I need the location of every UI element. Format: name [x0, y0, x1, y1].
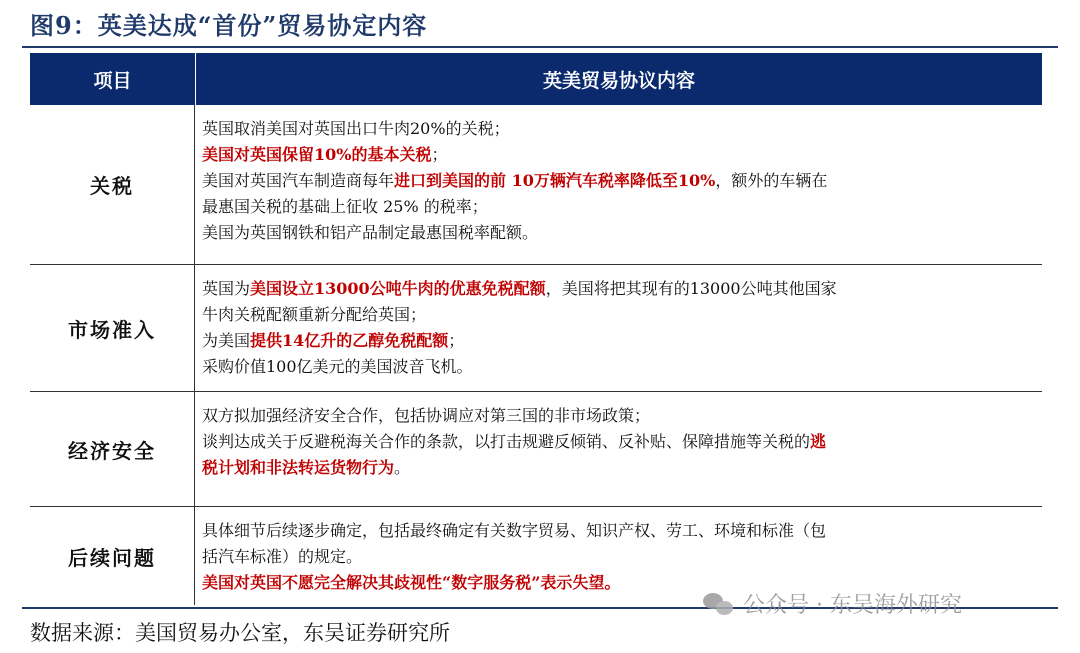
content-line — [202, 142, 1034, 168]
row-content — [195, 265, 1042, 391]
highlight-text: 美国对英国不愿完全解决其歧视性“数字服务税”表示失望。 — [202, 573, 621, 592]
content-line — [202, 116, 1034, 142]
content-line — [202, 544, 1034, 570]
header-content: 英美贸易协议内容 — [542, 69, 695, 92]
content-text: 双方拟加强经济安全合作，包括协调应对第三国的非市场政策； — [202, 406, 651, 425]
table-row-economic-security — [30, 392, 1042, 507]
data-source: 数据来源：美国贸易办公室，东吴证券研究所 — [30, 621, 450, 645]
watermark — [703, 588, 962, 619]
content-line — [202, 403, 1034, 429]
content-text: 美国对英国汽车制造商每年 — [202, 171, 395, 190]
figure-title: 图9：英美达成“首份”贸易协定内容 — [30, 11, 428, 40]
content-text: ； — [431, 145, 448, 164]
content-line — [202, 220, 1034, 246]
content-line — [202, 328, 1034, 354]
wechat-icon — [703, 591, 735, 617]
highlight-text: 进口到美国的前 10万辆汽车税率降低至10% — [394, 171, 716, 190]
content-text: 为美国 — [202, 331, 251, 350]
content-text: 英国取消美国对英国出口牛肉20%的关税； — [202, 119, 510, 138]
highlight-text: 美国对英国保留10%的基本关税 — [202, 145, 432, 164]
content-text: 括汽车标准）的规定。 — [202, 547, 363, 566]
agreement-table — [30, 53, 1042, 605]
highlight-text: 逃 — [810, 432, 827, 451]
content-line — [202, 354, 1034, 380]
table-header — [30, 53, 1042, 105]
table-row-tariff — [30, 105, 1042, 265]
content-line — [202, 518, 1034, 544]
row-category: 市场准入 — [30, 265, 195, 391]
content-text: 谈判达成关于反避税海关合作的条款，以打击规避反倾销、反补贴、保障措施等关税的 — [202, 432, 811, 451]
highlight-text: 美国设立13000公吨牛肉的优惠免税配额 — [250, 279, 546, 298]
content-line — [202, 276, 1034, 302]
content-text: 英国为 — [202, 279, 251, 298]
row-content — [195, 392, 1042, 506]
table-row-market-access — [30, 265, 1042, 392]
content-line — [202, 302, 1034, 328]
header-item: 项目 — [30, 53, 196, 105]
content-text: ； — [448, 331, 465, 350]
row-category: 关税 — [30, 105, 195, 264]
content-line — [202, 429, 1034, 455]
title-rule — [22, 46, 1058, 48]
content-line — [202, 194, 1034, 220]
content-text: ，美国将把其现有的13000公吨其他国家 — [545, 279, 837, 298]
content-text: 。 — [394, 458, 411, 477]
content-text: 采购价值100亿美元的美国波音飞机。 — [202, 357, 473, 376]
content-text: 最惠国关税的基础上征收 25% 的税率； — [202, 197, 488, 216]
content-text: 美国为英国钢铁和铝产品制定最惠国税率配额。 — [202, 223, 539, 242]
watermark-text: 公众号 · 东吴海外研究 — [743, 593, 962, 618]
highlight-text: 提供14亿升的乙醇免税配额 — [250, 331, 449, 350]
content-text: ，额外的车辆在 — [715, 171, 828, 190]
highlight-text: 税计划和非法转运货物行为 — [202, 458, 395, 477]
row-category: 后续问题 — [30, 507, 195, 605]
content-text: 具体细节后续逐步确定，包括最终确定有关数字贸易、知识产权、劳工、环境和标准（包 — [202, 521, 827, 540]
row-content — [195, 105, 1042, 264]
content-text: 牛肉关税配额重新分配给英国； — [202, 305, 427, 324]
content-line — [202, 455, 1034, 481]
row-category: 经济安全 — [30, 392, 195, 506]
content-line — [202, 168, 1034, 194]
